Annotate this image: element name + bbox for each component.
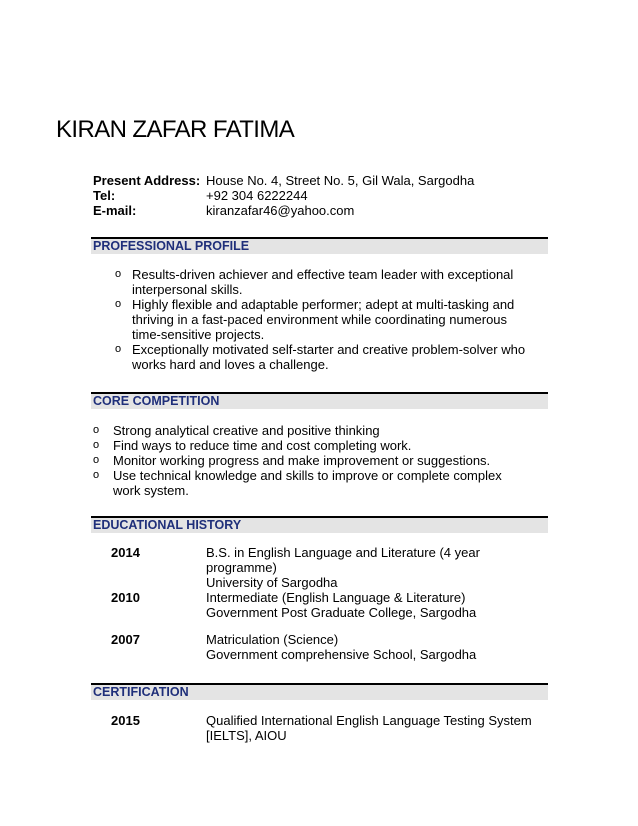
bullet-circle-icon: o [115, 343, 122, 355]
certification-details: Qualified International English Language Testing System [IELTS], AIOU [206, 713, 532, 743]
section-certification: CERTIFICATION [91, 683, 548, 700]
education-year: 2010 [111, 590, 140, 605]
list-item: o Use technical knowledge and skills to improve or complete complex work system. [93, 468, 502, 498]
education-details [206, 590, 551, 620]
bullet-circle-icon: o [115, 268, 122, 280]
education-degree: Intermediate (English Language & Literature) [206, 590, 466, 605]
email-row [93, 203, 474, 218]
education-year: 2014 [111, 545, 140, 560]
core-list [93, 423, 533, 498]
education-details [206, 545, 551, 590]
email-label: E-mail: [93, 203, 137, 218]
education-institution: University of Sargodha [206, 575, 338, 590]
contact-block [93, 173, 474, 218]
profile-list [115, 267, 535, 372]
list-item: o Monitor working progress and make improvement or suggestions. [93, 453, 491, 468]
section-professional-profile: PROFESSIONAL PROFILE [91, 237, 548, 254]
certification-year: 2015 [111, 713, 140, 728]
section-core-competition: CORE COMPETITION [91, 392, 548, 409]
list-item: o Strong analytical creative and positive thinking [93, 423, 380, 438]
section-educational-history: EDUCATIONAL HISTORY [91, 516, 548, 533]
bullet-circle-icon: o [93, 424, 100, 436]
list-item: o Find ways to reduce time and cost completing work. [93, 438, 412, 453]
education-degree: B.S. in English Language and Literature (4 year programme) [206, 545, 480, 575]
tel-label: Tel: [93, 188, 116, 203]
education-year: 2007 [111, 632, 140, 647]
list-item: o Highly flexible and adaptable performer; adept at multi-tasking and thriving in a fast-paced environment while coordinating numerous time-sensitive projects. [115, 297, 515, 342]
tel-value: +92 304 6222244 [206, 188, 308, 203]
bullet-circle-icon: o [93, 469, 100, 481]
candidate-name: KIRAN ZAFAR FATIMA [56, 116, 295, 143]
bullet-circle-icon: o [93, 439, 100, 451]
email-value: kiranzafar46@yahoo.com [206, 203, 355, 218]
address-row [93, 173, 474, 188]
education-institution: Government Post Graduate College, Sargodha [206, 605, 477, 620]
list-item: o Results-driven achiever and effective team leader with exceptional interpersonal skills. [115, 267, 514, 297]
education-institution: Government comprehensive School, Sargodha [206, 647, 477, 662]
education-details [206, 632, 551, 662]
tel-row [93, 188, 474, 203]
address-value: House No. 4, Street No. 5, Gil Wala, Sargodha [206, 173, 475, 188]
address-label: Present Address: [93, 173, 201, 188]
list-item: o Exceptionally motivated self-starter and creative problem-solver who works hard and loves a challenge. [115, 342, 526, 372]
bullet-circle-icon: o [115, 298, 122, 310]
bullet-circle-icon: o [93, 454, 100, 466]
education-degree: Matriculation (Science) [206, 632, 339, 647]
